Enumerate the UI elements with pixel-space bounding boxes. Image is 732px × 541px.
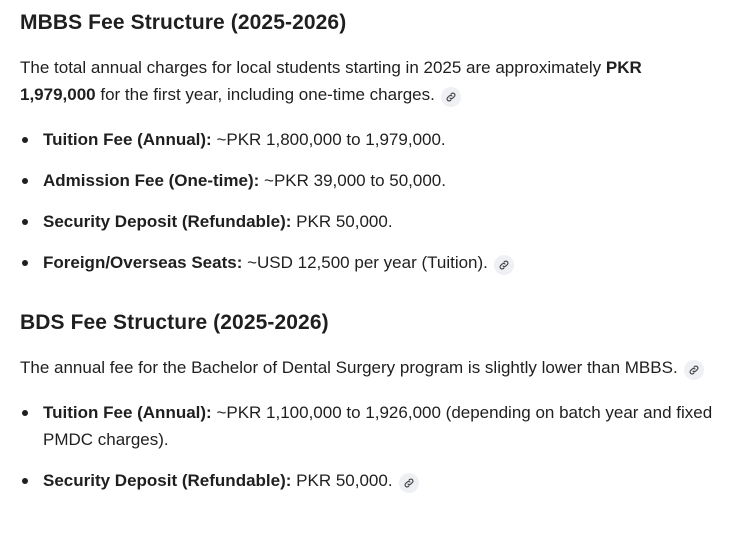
fee-value: PKR 50,000. xyxy=(291,471,393,490)
bullet xyxy=(22,137,28,143)
fee-label: Security Deposit (Refundable): xyxy=(43,471,292,490)
fee-label: Security Deposit (Refundable): xyxy=(43,212,292,231)
fee-label: Tuition Fee (Annual): xyxy=(43,403,212,422)
mbbs-fee-list xyxy=(20,126,718,276)
list-item xyxy=(20,399,718,453)
mbbs-intro xyxy=(20,54,718,108)
mbbs-intro-text: The total annual charges for local students starting in 2025 are approximately xyxy=(20,58,606,77)
bullet xyxy=(22,260,28,266)
citation-link-icon[interactable] xyxy=(399,473,419,493)
bds-intro-text: The annual fee for the Bachelor of Dental Surgery program is slightly lower than MBBS. xyxy=(20,358,678,377)
bds-fee-list xyxy=(20,399,718,494)
bds-intro xyxy=(20,354,718,381)
list-item xyxy=(20,249,718,276)
bullet xyxy=(22,219,28,225)
bullet xyxy=(22,178,28,184)
mbbs-intro-amount: PKR 1,979,000 xyxy=(20,58,642,104)
citation-link-icon[interactable] xyxy=(684,360,704,380)
fee-value: ~USD 12,500 per year (Tuition). xyxy=(242,253,488,272)
fee-value: ~PKR 39,000 to 50,000. xyxy=(259,171,446,190)
citation-link-icon[interactable] xyxy=(441,87,461,107)
mbbs-heading: MBBS Fee Structure (2025-2026) xyxy=(20,11,347,34)
list-item xyxy=(20,126,718,153)
bullet xyxy=(22,410,28,416)
citation-link-icon[interactable] xyxy=(494,255,514,275)
fee-value: ~PKR 1,100,000 to 1,926,000 (depending on batch year and fixed PMDC charges). xyxy=(43,403,713,449)
fee-label: Admission Fee (One-time): xyxy=(43,171,260,190)
fee-label: Tuition Fee (Annual): xyxy=(43,130,212,149)
fee-value: ~PKR 1,800,000 to 1,979,000. xyxy=(211,130,446,149)
bullet xyxy=(22,478,28,484)
fee-value: PKR 50,000. xyxy=(291,212,393,231)
bds-heading: BDS Fee Structure (2025-2026) xyxy=(20,311,329,334)
mbbs-intro-text-end: for the first year, including one-time charges. xyxy=(95,85,435,104)
list-item xyxy=(20,467,718,494)
fee-label: Foreign/Overseas Seats: xyxy=(43,253,243,272)
list-item xyxy=(20,167,718,194)
list-item xyxy=(20,208,718,235)
